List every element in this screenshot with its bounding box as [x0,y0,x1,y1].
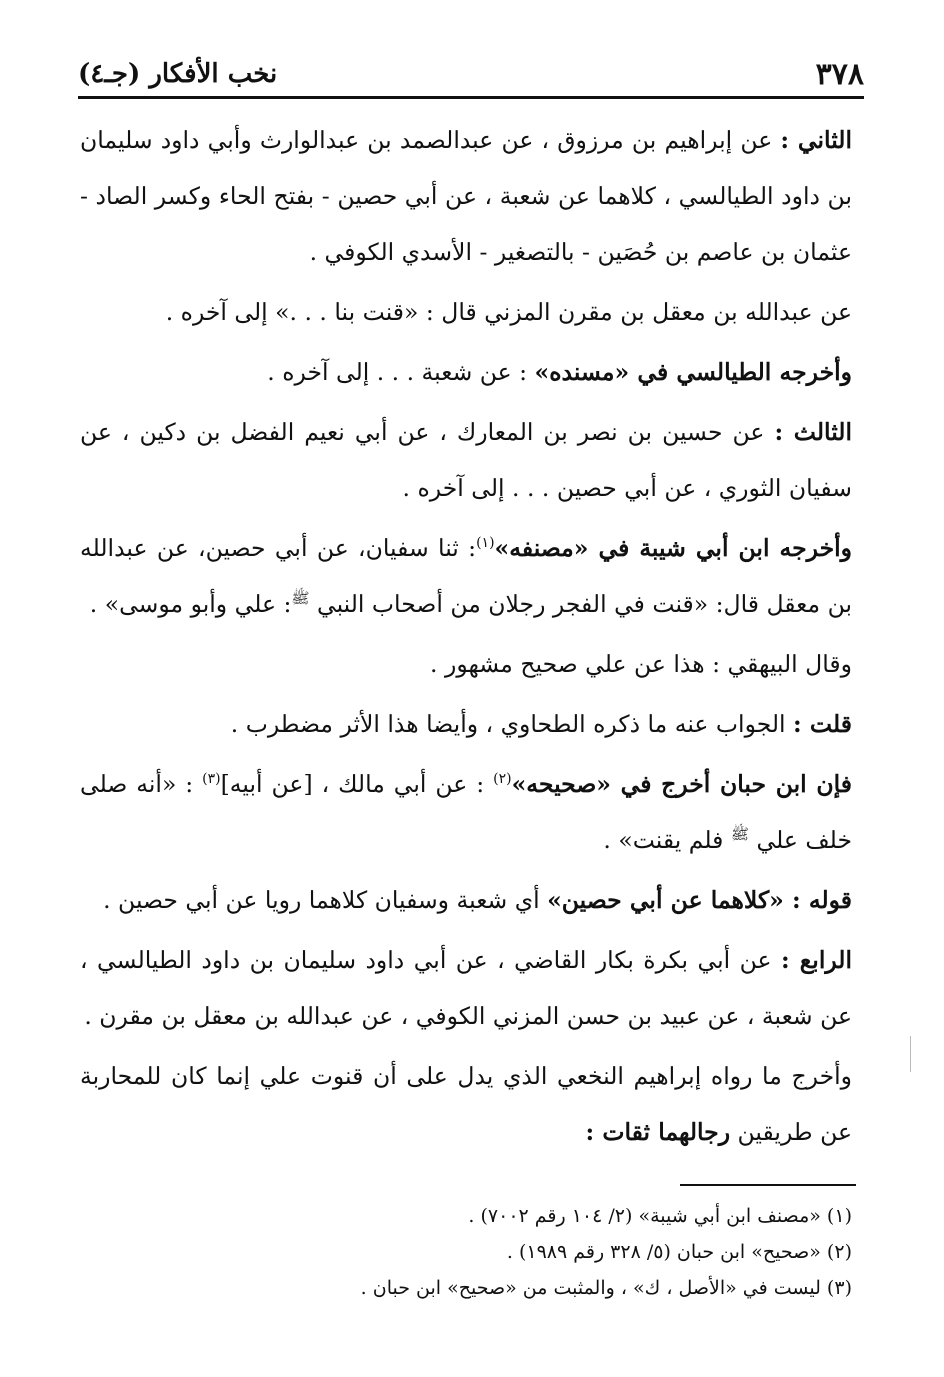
paragraph-narration [80,284,852,340]
paragraph-text-continued: : علي وأبو موسى» . [89,590,292,618]
paragraph-ibn-abi-shayba [80,520,852,632]
footnote-ref-1[interactable]: (١) [476,535,495,552]
paragraph-text: : ثنا سفيان، عن أبي حصين، عن عبدالله بن معقل قال: «قنت في الفجر رجلان من أصحاب النبي [80,534,852,618]
paragraph-ibn-hibban [80,756,852,868]
paragraph-lead: فإن ابن حبان أخرج في «صحيحه» [511,770,852,798]
paragraph-lead: قوله : «كلاهما عن أبي حصين» [547,886,852,914]
paragraph-text-end: فلم يقنت» . [603,826,731,854]
page-header [78,52,864,96]
paragraph-bayhaqi [80,636,852,692]
paragraph-text: أي شعبة وسفيان كلاهما رويا عن أبي حصين . [103,886,548,914]
paragraph-text: عن حسين بن نصر بن المعارك ، عن أبي نعيم الفضل بن دكين ، عن سفيان الثوري ، عن أبي حصين . . . إلى آخره . [80,418,852,502]
footnote-ref-2[interactable]: (٢) [493,771,512,788]
page-number: ٣٧٨ [815,56,864,92]
paragraph-text-continued: : «أنه صلى خلف علي [80,770,852,854]
footnote-rule [680,1184,856,1186]
paragraph-lead: الثالث : [774,418,852,446]
paragraph-tayalisi [80,344,852,400]
paragraph-nakhai [80,1048,852,1160]
paragraph-text: عن أبي بكرة بكار القاضي ، عن أبي داود سليمان بن داود الطيالسي ، عن شعبة ، عن عبيد بن حسن المزني الكوفي ، عن عبدالله بن معقل بن مقرن . [80,946,852,1030]
honorific-glyph: ﷺ [730,825,750,844]
paragraph-lead: وأخرجه ابن أبي شيبة في «مصنفه» [494,534,852,562]
paragraph-text: عن إبراهيم بن مرزوق ، عن عبدالصمد بن عبدالوارث وأبي داود سليمان بن داود الطيالسي ، كلاهما عن شعبة ، عن أبي حصين - بفتح الحاء وكسر الصاد - عثمان بن عاصم بن حُصَين - بالتصغير - الأسدي الكوفي . [80,126,852,266]
honorific-glyph: ﷺ [291,589,310,608]
paragraph-qultu [80,696,852,752]
book-title: نخب الأفكار (جـ٤) [78,59,278,89]
paragraph-text: وقال البيهقي : هذا عن علي صحيح مشهور . [430,650,852,678]
header-rule [78,96,864,99]
footnote-1: (١) «مصنف ابن أبي شيبة» (٢/ ١٠٤ رقم ٧٠٠٢) . [468,1205,852,1227]
main-text [80,112,852,1164]
footnotes [80,1198,852,1306]
footnote-3: (٣) ليست في «الأصل ، ك» ، والمثبت من «صحيح» ابن حبان . [360,1277,852,1299]
paragraph-lead: الثاني : [780,126,852,154]
paragraph-lead: الرابع : [780,946,853,974]
paragraph-qawluhu [80,872,852,928]
paragraph-lead: قلت : [793,710,852,738]
margin-mark [910,1036,911,1072]
paragraph-third-chain [80,404,852,516]
paragraph-text: عن عبدالله بن معقل بن مقرن المزني قال : «قنت بنا . . .» إلى آخره . [165,298,852,326]
footnote-2: (٢) «صحيح» ابن حبان (٥/ ٣٢٨ رقم ١٩٨٩) . [506,1241,852,1263]
paragraph-lead: وأخرجه الطيالسي في «مسنده» [534,358,852,386]
paragraph-second-chain [80,112,852,280]
paragraph-text: : عن أبي مالك ، [عن أبيه] [220,770,494,798]
paragraph-fourth-chain [80,932,852,1044]
paragraph-text: وأخرج ما رواه إبراهيم النخعي الذي يدل على أن قنوت علي إنما كان للمحاربة عن طريقين [80,1062,852,1146]
paragraph-tail: رجالهما ثقات : [585,1118,731,1146]
paragraph-text: : عن شعبة . . . إلى آخره . [267,358,535,386]
footnote-ref-3[interactable]: (٣) [202,771,221,788]
paragraph-text: الجواب عنه ما ذكره الطحاوي ، وأيضا هذا الأثر مضطرب . [230,710,794,738]
